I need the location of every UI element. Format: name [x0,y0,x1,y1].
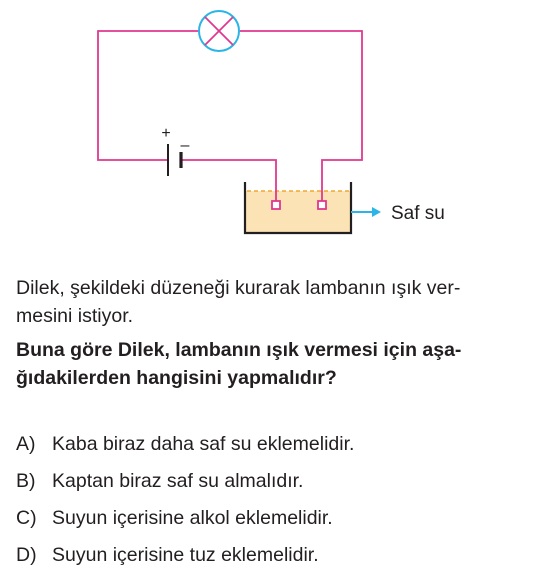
battery-plus-sign: + [161,125,171,142]
option-c[interactable] [16,500,528,537]
stem-line-2: mesini istiyor. [16,305,134,327]
option-a-letter: A) [16,433,36,455]
water-fill [246,191,350,232]
option-b[interactable] [16,463,528,500]
circuit-diagram [0,0,536,250]
electrode-left [272,201,280,209]
option-b-letter: B) [16,470,36,492]
option-a-text: Kaba biraz daha saf su eklemelidir. [52,433,355,455]
option-c-letter: C) [16,507,37,529]
question-ask [16,336,528,392]
water-label: Saf su [391,203,445,224]
option-d-text: Suyun içerisine tuz eklemelidir. [52,544,319,566]
answer-options [16,426,528,574]
question-stem [16,274,528,330]
option-d-letter: D) [16,544,37,566]
wire-top-right [240,31,362,205]
option-b-text: Kaptan biraz saf su almalıdır. [52,470,304,492]
ask-line-2: ğıdakilerden hangisini yapmalıdır? [16,367,337,389]
option-d[interactable] [16,537,528,574]
ask-line-1: Buna göre Dilek, lambanın ışık vermesi için aşa- [16,339,462,361]
option-c-text: Suyun içerisine alkol eklemelidir. [52,507,333,529]
battery-minus-sign: – [180,137,190,154]
option-a[interactable] [16,426,528,463]
arrow-head-icon [372,207,381,217]
electrode-right [318,201,326,209]
stem-line-1: Dilek, şekildeki düzeneği kurarak lambanın ışık ver- [16,277,461,299]
